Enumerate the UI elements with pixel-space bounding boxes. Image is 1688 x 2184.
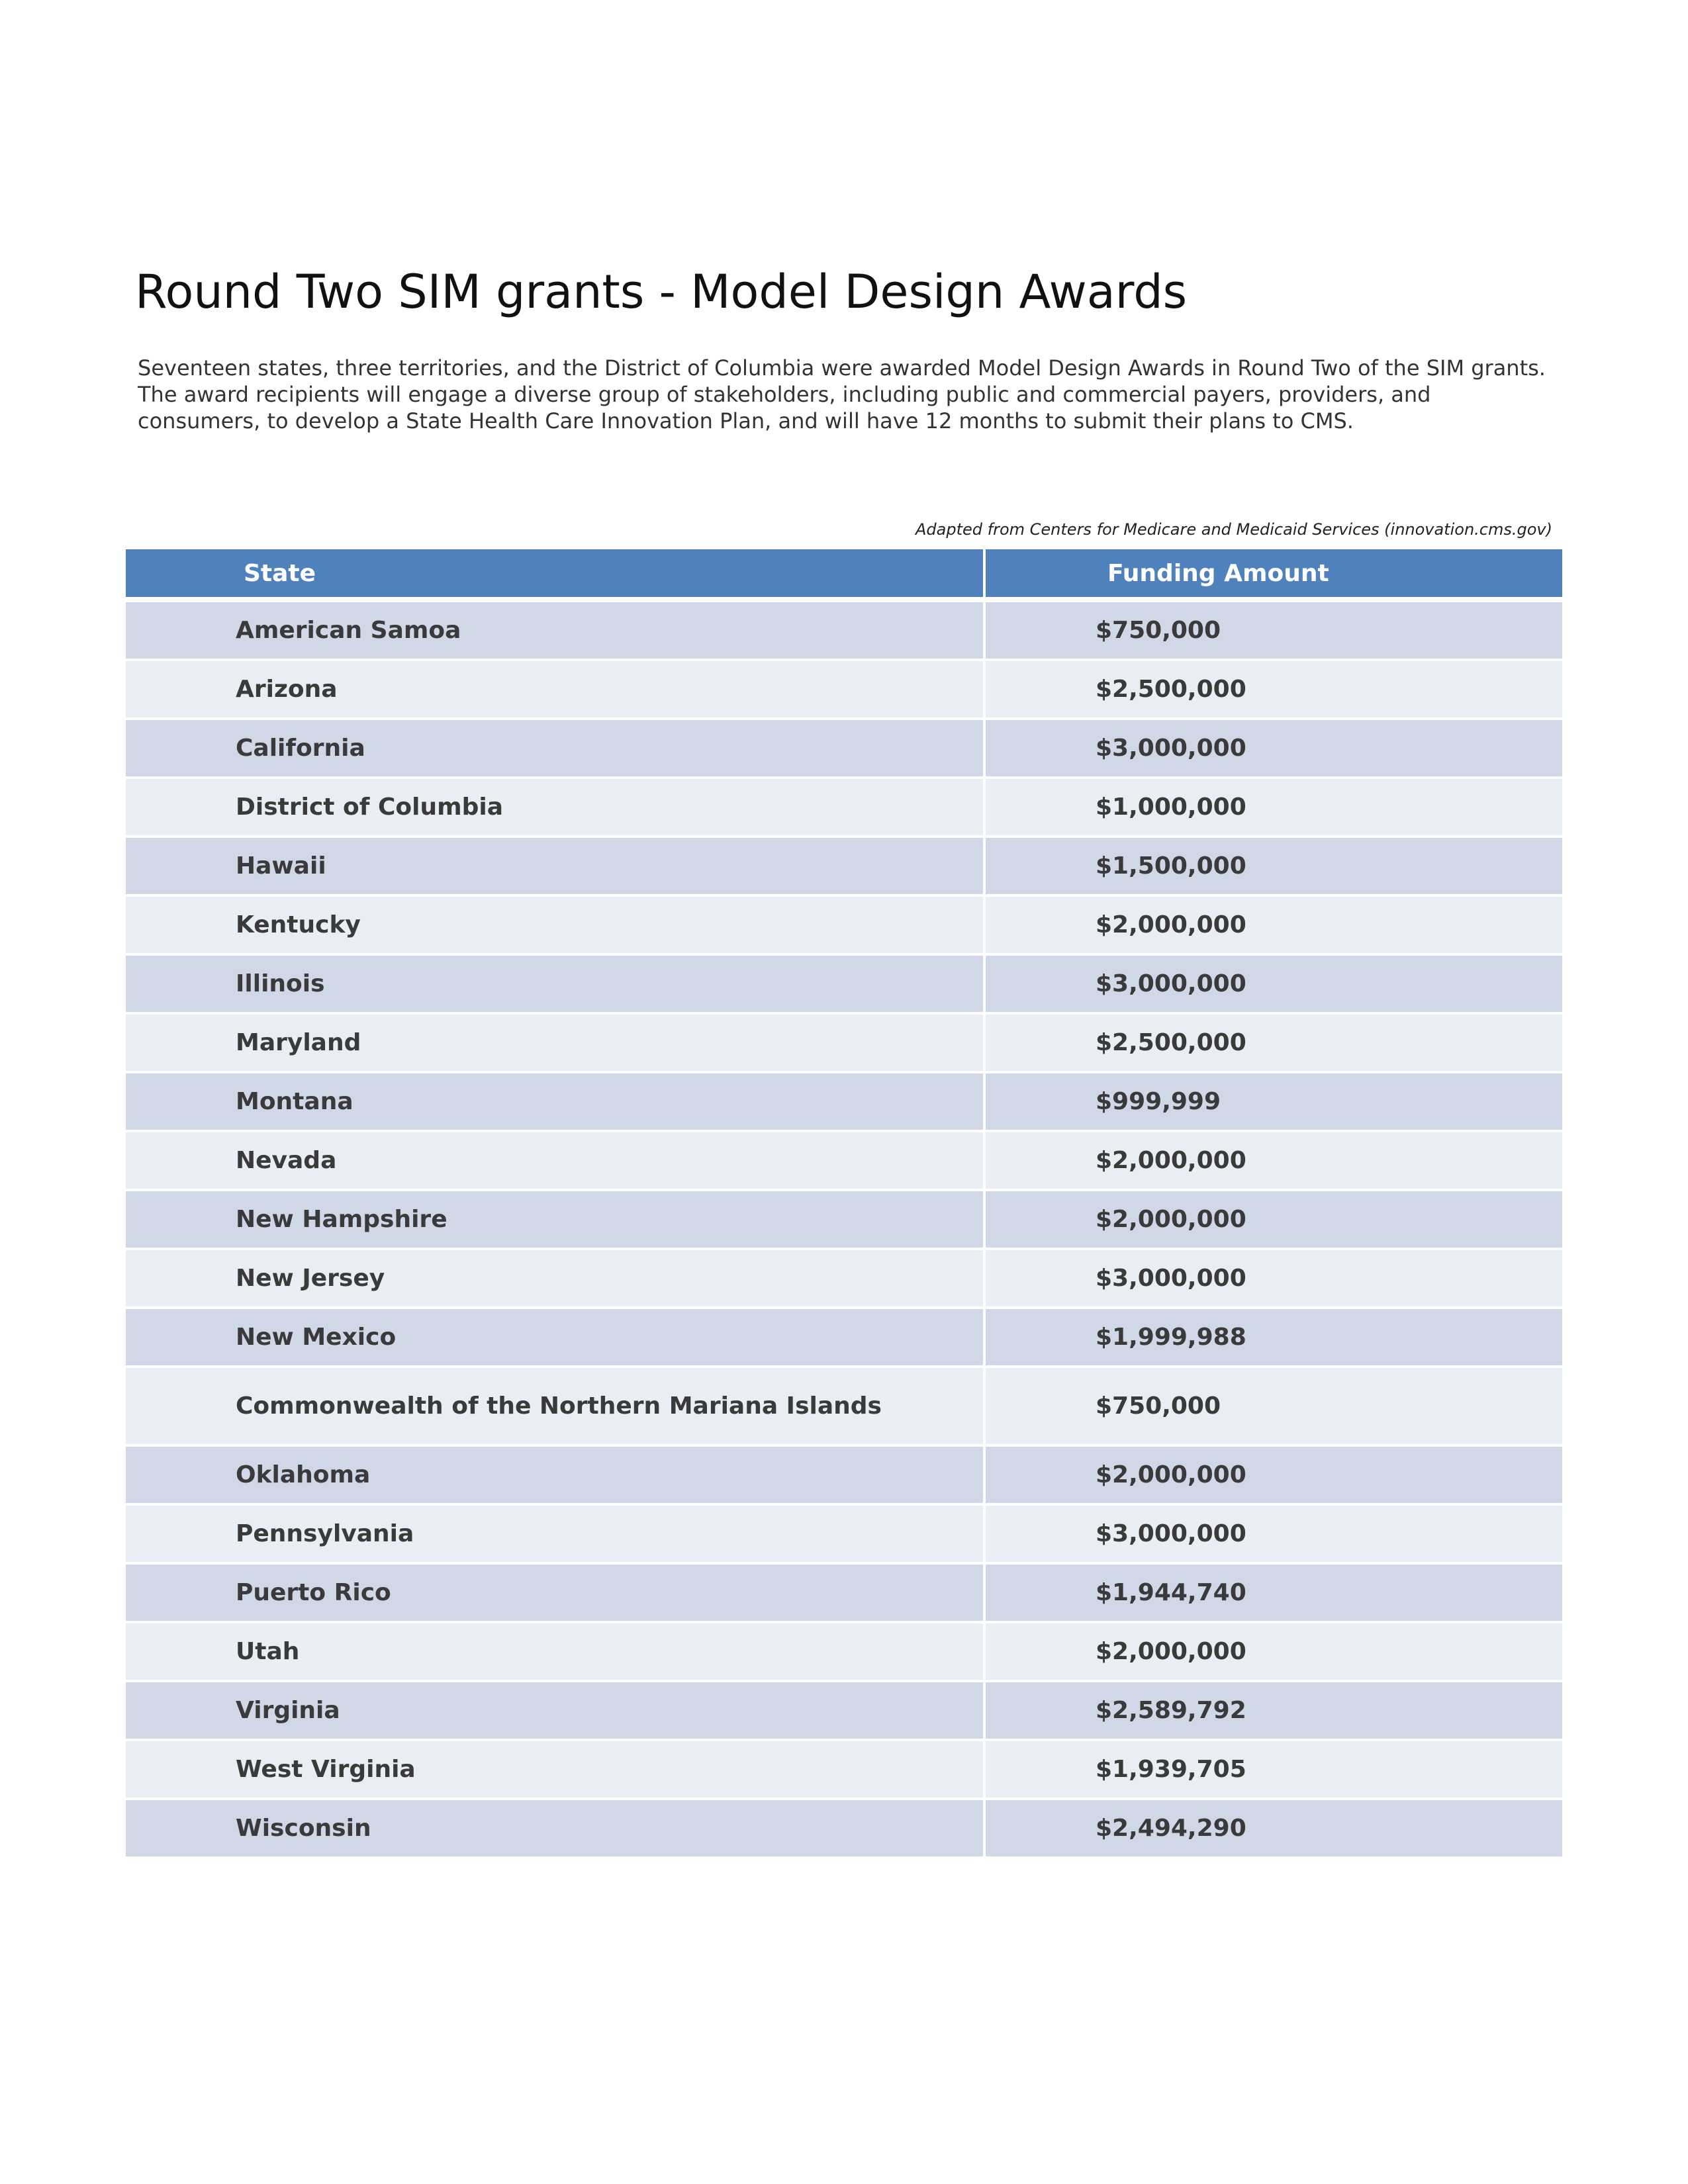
table-row <box>126 1740 1562 1799</box>
state-cell: Montana <box>126 1072 984 1131</box>
table-row <box>126 1445 1562 1504</box>
amount-cell: $2,500,000 <box>984 660 1562 719</box>
state-cell: Arizona <box>126 660 984 719</box>
amount-cell: $1,000,000 <box>984 778 1562 837</box>
table-row <box>126 895 1562 954</box>
table-row <box>126 719 1562 778</box>
amount-cell: $1,500,000 <box>984 837 1562 895</box>
table-row <box>126 778 1562 837</box>
state-cell: Puerto Rico <box>126 1563 984 1622</box>
table-row <box>126 837 1562 895</box>
state-cell: Pennsylvania <box>126 1504 984 1563</box>
amount-cell: $1,939,705 <box>984 1740 1562 1799</box>
table-row <box>126 1504 1562 1563</box>
state-cell: American Samoa <box>126 600 984 660</box>
amount-cell: $2,000,000 <box>984 895 1562 954</box>
state-cell: Illinois <box>126 954 984 1013</box>
state-cell: Nevada <box>126 1131 984 1190</box>
table-row <box>126 1308 1562 1367</box>
amount-cell: $3,000,000 <box>984 1504 1562 1563</box>
amount-cell: $750,000 <box>984 1367 1562 1445</box>
amount-cell: $2,000,000 <box>984 1622 1562 1681</box>
table-row <box>126 1072 1562 1131</box>
amount-cell: $999,999 <box>984 1072 1562 1131</box>
table-row <box>126 600 1562 660</box>
table-row <box>126 1013 1562 1072</box>
amount-cell: $3,000,000 <box>984 1249 1562 1308</box>
state-cell: Hawaii <box>126 837 984 895</box>
state-cell: New Hampshire <box>126 1190 984 1249</box>
table-row <box>126 1622 1562 1681</box>
table-row <box>126 1681 1562 1740</box>
amount-cell: $1,944,740 <box>984 1563 1562 1622</box>
amount-cell: $1,999,988 <box>984 1308 1562 1367</box>
state-cell: New Jersey <box>126 1249 984 1308</box>
state-cell: California <box>126 719 984 778</box>
table-row <box>126 1190 1562 1249</box>
awards-table <box>126 549 1562 1859</box>
table-row <box>126 1131 1562 1190</box>
state-cell: Wisconsin <box>126 1799 984 1858</box>
state-cell: New Mexico <box>126 1308 984 1367</box>
state-cell: Maryland <box>126 1013 984 1072</box>
intro-paragraph: Seventeen states, three territories, and the District of Columbia were awarded Model Design Awards in Round Two of the SIM grants. The award recipients will engage a diverse group of stakeholders, including public and commercial payers, providers, and consumers, to develop a State Health Care Innovation Plan, and will have 12 months to submit their plans to CMS. <box>138 355 1546 433</box>
state-cell: Utah <box>126 1622 984 1681</box>
page-title: Round Two SIM grants - Model Design Awards <box>135 265 1188 319</box>
amount-cell: $2,589,792 <box>984 1681 1562 1740</box>
table-header-row <box>126 549 1562 600</box>
header-state: State <box>126 549 984 600</box>
table-row <box>126 660 1562 719</box>
amount-cell: $3,000,000 <box>984 954 1562 1013</box>
amount-cell: $2,500,000 <box>984 1013 1562 1072</box>
amount-cell: $3,000,000 <box>984 719 1562 778</box>
header-funding-amount: Funding Amount <box>984 549 1562 600</box>
state-cell: Kentucky <box>126 895 984 954</box>
state-cell: Virginia <box>126 1681 984 1740</box>
state-cell: District of Columbia <box>126 778 984 837</box>
source-note: Adapted from Centers for Medicare and Medicaid Services (innovation.cms.gov) <box>915 520 1552 539</box>
table-row <box>126 954 1562 1013</box>
state-cell: West Virginia <box>126 1740 984 1799</box>
state-cell: Commonwealth of the Northern Mariana Islands <box>126 1367 984 1445</box>
state-cell: Oklahoma <box>126 1445 984 1504</box>
table-row <box>126 1367 1562 1445</box>
table-row <box>126 1249 1562 1308</box>
amount-cell: $2,000,000 <box>984 1445 1562 1504</box>
amount-cell: $2,000,000 <box>984 1131 1562 1190</box>
amount-cell: $2,000,000 <box>984 1190 1562 1249</box>
amount-cell: $750,000 <box>984 600 1562 660</box>
table-row <box>126 1799 1562 1858</box>
amount-cell: $2,494,290 <box>984 1799 1562 1858</box>
table-row <box>126 1563 1562 1622</box>
